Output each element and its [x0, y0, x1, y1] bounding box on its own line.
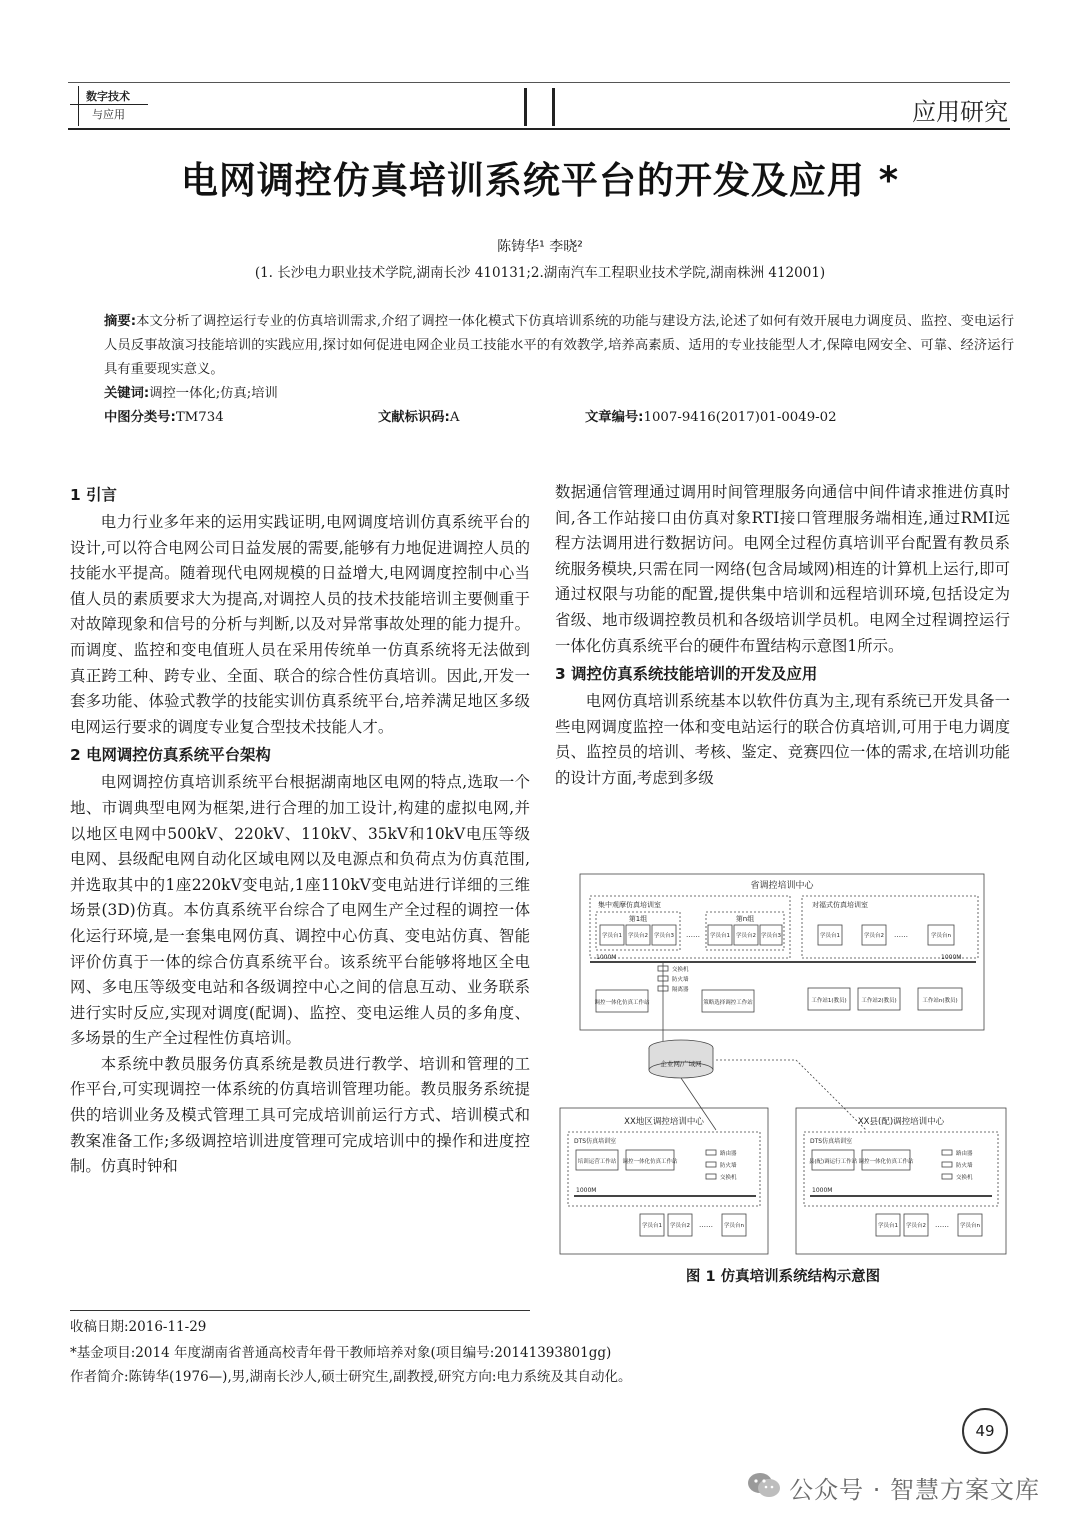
- article-number: [585, 406, 837, 425]
- g1-station-2: 学员台2: [628, 933, 648, 939]
- left-column: [70, 480, 530, 1180]
- section-1-title: 1 引言: [70, 486, 117, 504]
- abstract-label: 摘要:: [104, 314, 137, 329]
- right-stun: 学员台n: [960, 1223, 980, 1229]
- keywords: [104, 382, 278, 401]
- left-stu1: 学员台1: [642, 1223, 662, 1229]
- section-2-para-1: 电网调控仿真培训系统平台根据湖南地区电网的特点,选取一个地、市调典型电网为框架,进行合理的加工设计,构建的虚拟电网,并以地区电网中500kV、220kV、110kV、35kV和10kV电压等级电网、县级配电网自动化区域电网以及电源点和负荷点为仿真范围,并选取其中的1座220kV变电站,1座110kV变电站进行详细的三维场景(3D)仿真。本仿真系统平台综合了电网生产全过程的调控一体化运行环境,是一套集电网仿真、调控中心仿真、变电站仿真、智能评价仿真于一体的综合仿真系统平台。该系统平台能够将地区全电网、多电压等级变电站和各级调控中心之间的信息互动、业务联系进行实时反应,实现对调度(配调)、监控、变电运维人员的多角度、多场景的生产全过程性仿真培训。: [70, 773, 530, 1048]
- gn-station-3: 学员台3: [761, 933, 781, 939]
- isolator-label: 隔离器: [672, 987, 689, 993]
- remote-station-2: 学员台2: [864, 933, 884, 939]
- affiliations: (1. 长沙电力职业技术学院,湖南长沙 410131;2.湖南汽车工程职业技术学院,湖南株洲 412001): [254, 265, 826, 281]
- remote-station-1: 学员台1: [820, 933, 840, 939]
- left-switch: 交换机: [720, 1175, 737, 1181]
- wan-label: 企业网/广域网: [660, 1060, 702, 1068]
- classification: [104, 406, 224, 425]
- left-dts-label: DTS仿真培训室: [574, 1138, 617, 1145]
- wechat-icon: [747, 1472, 781, 1498]
- section-3-para-1: 电网仿真培训系统基本以软件仿真为主,现有系统已开发具备一些电网调度监控一体和变电站运行的联合仿真培训,可用于电力调度员、监控员的培训、考核、鉴定、竞赛四位一体的需求,在培训功能的设计方面,考虑到多级: [555, 692, 1010, 787]
- group1-label: 第1组: [628, 915, 648, 923]
- section-2-title: 2 电网调控仿真系统平台架构: [70, 746, 271, 765]
- firewall-label: 防火墙: [672, 977, 689, 983]
- dots-2: ……: [894, 931, 908, 939]
- figure-caption: 图 1 仿真培训系统结构示意图: [685, 1269, 881, 1285]
- bus-speed-left: 1000M: [596, 954, 617, 961]
- keywords-text: 调控一体化;仿真;培训: [149, 386, 278, 401]
- header-rule: [68, 128, 1010, 130]
- section-2-para-2: 本系统中教员服务仿真系统是教员进行教学、培训和管理的工作平台,可实现调控一体系统的仿真培训管理功能。教员服务系统提供的培训业务及模式管理工具可完成培训前运行方式、培训模式和教案准备工作;多级调控培训进度管理可完成培训中的操作和进度控制。仿真时钟和: [70, 1054, 530, 1176]
- remote-station-n: 学员台n: [931, 933, 951, 939]
- section-1-para-1: 电力行业多年来的运用实践证明,电网调度培训仿真系统平台的设计,可以符合电网公司日益发展的需要,能够有力地促进调控人员的技能水平提高。随着现代电网规模的日益增大,电网调度控制中心当值人员的素质要求大为提高,对调控人员的技术技能培训主要侧重于对故障现象和信号的分析与判断,以及对异常事故处理的能力提升。而调度、监控和变电值班人员在采用传统单一仿真系统将无法做到真正跨工种、跨专业、全面、联合的综合性仿真培训。因此,开发一套多功能、体验式教学的技能实训仿真系统平台,培养满足地区多级电网运行要求的调度专业复合型技术技能人才。: [70, 513, 530, 736]
- right-stu1: 学员台1: [878, 1223, 898, 1229]
- work-ws-2: 工作站2(教员): [861, 998, 897, 1004]
- dots-1: ……: [686, 931, 700, 939]
- right-firewall: 防火墙: [956, 1163, 973, 1169]
- left-bus-speed: 1000M: [576, 1187, 597, 1194]
- section-2-para-3: 数据通信管理通过调用时间管理服务向通信中间件请求推进仿真时间,各工作站接口由仿真对象RTI接口管理服务端相连,通过RMI远程方法调用进行数据访问。电网全过程仿真培训平台配置有教员系统服务模块,只需在同一网络(包含局域网)相连的计算机上运行,即可通过权限与功能的配置,提供集中培训和远程培训环境,包括设定为省级、地市级调控教员机和各级培训学员机。电网全过程调控运行一体化仿真系统平台的硬件布置结构示意图1所示。: [555, 483, 1010, 655]
- paper-title: 电网调控仿真培训系统平台的开发及应用 *: [180, 159, 900, 202]
- doc-code: [378, 406, 459, 425]
- footnote-rule: [70, 1310, 530, 1311]
- article-number-value: 1007-9416(2017)01-0049-02: [643, 410, 837, 425]
- right-dots: ……: [935, 1221, 949, 1229]
- left-stu2: 学员台2: [670, 1223, 690, 1229]
- footnote-fund: *基金项目:2014 年度湖南省普通高校青年骨干教师培养对象(项目编号:20141393801gg): [70, 1345, 612, 1361]
- logo-line1: 数字技术: [86, 90, 130, 103]
- doc-code-value: A: [449, 410, 460, 425]
- right-center-label: XX县(配)调控培训中心: [857, 1117, 945, 1127]
- provincial-center-label: 省调控培训中心: [750, 881, 814, 891]
- right-ws1: 县(配)调运行工作站: [808, 1159, 858, 1165]
- expert-ws-label: 策略选择调控工作站: [703, 1000, 753, 1006]
- watermark: [789, 1470, 1040, 1505]
- switch-label: 交换机: [672, 967, 689, 973]
- left-ws2: 调控一体化仿真工作站: [622, 1159, 678, 1165]
- keywords-label: 关键词:: [104, 386, 150, 401]
- fault-room-label: 集中观摩仿真培训室: [598, 901, 661, 909]
- left-dots: ……: [699, 1221, 713, 1229]
- watermark-text: 公众号 · 智慧方案文库: [789, 1476, 1040, 1504]
- footnote-received: 收稿日期:2016-11-29: [70, 1319, 207, 1335]
- section-3-title: 3 调控仿真系统技能培训的开发及应用: [555, 665, 818, 684]
- work-ws-1: 工作站1(教员): [811, 998, 847, 1004]
- work-ws-n: 工作站n(教员): [922, 998, 958, 1004]
- bus-speed-right: 1000M: [941, 954, 962, 961]
- gn-station-2: 学员台2: [736, 933, 756, 939]
- groupn-label: 第n组: [735, 915, 755, 923]
- page-number: 49: [962, 1408, 1008, 1454]
- section-label: 应用研究: [912, 98, 1008, 126]
- right-bus-speed: 1000M: [812, 1187, 833, 1194]
- authors: 陈铸华¹ 李晓²: [497, 239, 583, 255]
- left-ws1: 培训运营工作站: [577, 1159, 617, 1165]
- instructor-ws-label: 调控一体化仿真工作站: [594, 1000, 650, 1006]
- left-router: 路由器: [720, 1151, 737, 1157]
- right-switch: 交换机: [956, 1175, 973, 1181]
- remote-room-label: 对福式仿真培训室: [812, 901, 868, 909]
- right-router: 路由器: [956, 1151, 973, 1157]
- header-top-rule: [68, 82, 1010, 83]
- abstract-text: 本文分析了调控运行专业的仿真培训需求,介绍了调控一体化模式下仿真培训系统的功能与建设方法,论述了如何有效开展电力调度员、监控、变电运行人员反事故演习技能培训的实践应用,探讨如何促进电网企业员工技能水平的有效教学,培养高素质、适用的专业技能型人才,保障电网安全、可靠、经济运行具有重要现实意义。: [104, 314, 1015, 377]
- article-number-label: 文章编号:: [585, 410, 644, 425]
- right-column: [555, 480, 1010, 792]
- classification-label: 中图分类号:: [104, 410, 176, 425]
- left-firewall: 防火墙: [720, 1163, 737, 1169]
- journal-logo: [70, 86, 150, 124]
- figure-1-diagram: [556, 870, 1010, 1260]
- right-dts-label: DTS仿真培训室: [810, 1138, 853, 1145]
- gn-station-1: 学员台1: [710, 933, 730, 939]
- left-center-label: XX地区调控培训中心: [624, 1117, 704, 1127]
- classification-value: TM734: [175, 410, 224, 425]
- provincial-center-box: [580, 874, 984, 1030]
- abstract: [104, 310, 1014, 382]
- right-stu2: 学员台2: [906, 1223, 926, 1229]
- g1-station-1: 学员台1: [602, 933, 622, 939]
- header-bars: [522, 88, 562, 126]
- doc-code-label: 文献标识码:: [378, 410, 450, 425]
- footnote-bio: 作者简介:陈铸华(1976—),男,湖南长沙人,硕士研究生,副教授,研究方向:电力系统及其自动化。: [70, 1369, 632, 1385]
- right-center-box: [796, 1108, 1006, 1254]
- g1-station-3: 学员台3: [654, 933, 674, 939]
- logo-line2: 与应用: [92, 108, 125, 121]
- left-stun: 学员台n: [724, 1223, 744, 1229]
- right-ws2: 调控一体化仿真工作站: [858, 1159, 914, 1165]
